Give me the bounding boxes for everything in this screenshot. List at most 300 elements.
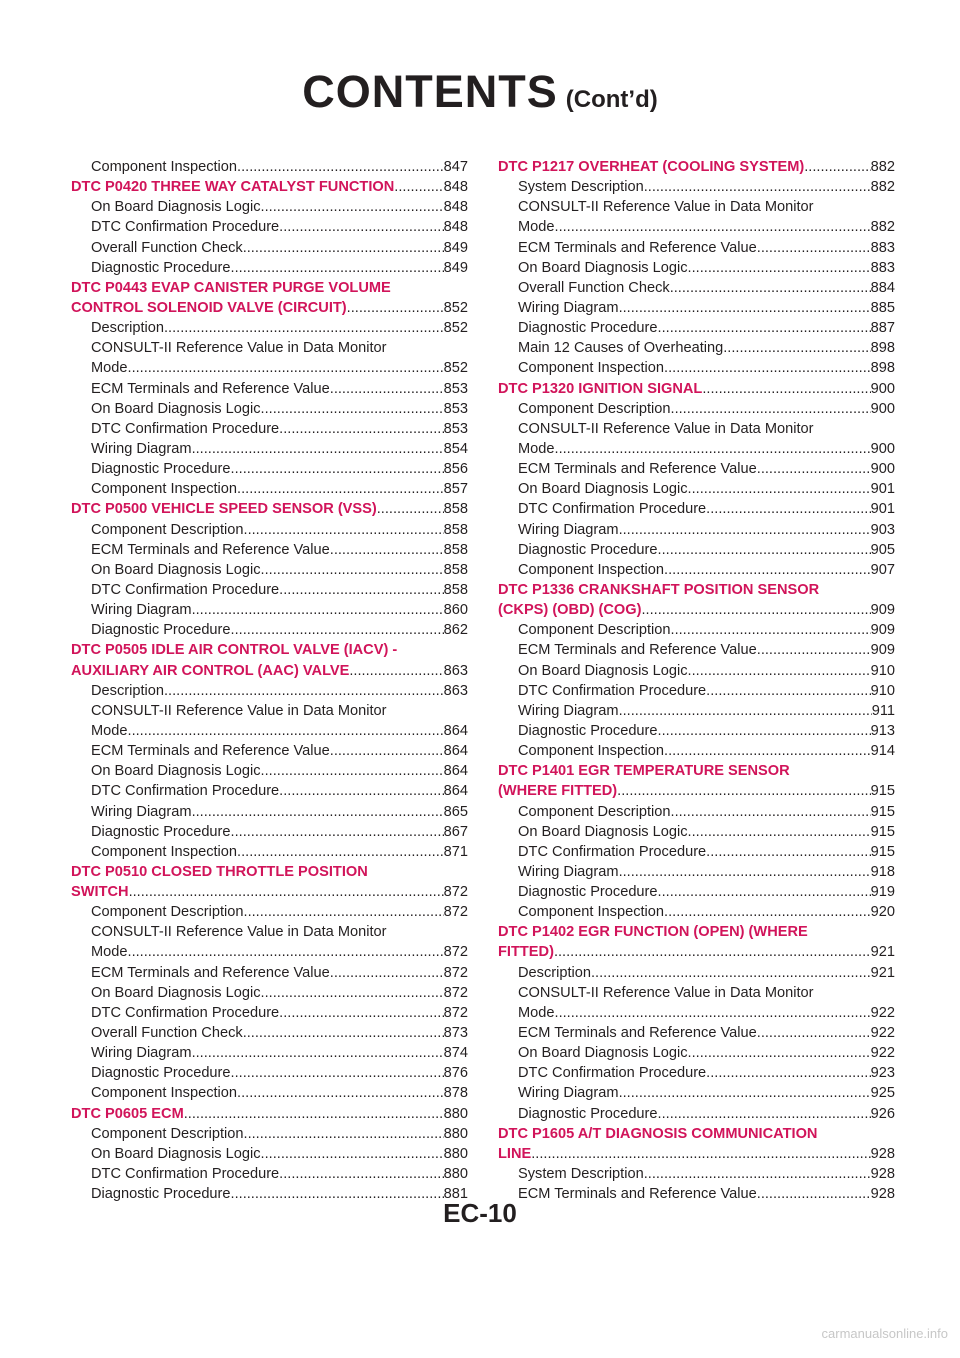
dot-leader [555, 439, 871, 459]
dot-leader [279, 580, 443, 600]
toc-page-number: 925 [870, 1085, 895, 1102]
dot-leader [723, 338, 870, 358]
toc-page-number: 910 [870, 682, 895, 699]
dot-leader [192, 439, 444, 459]
toc-page-number: 900 [870, 400, 895, 417]
toc-entry-wiring-diagram[interactable] [498, 298, 895, 318]
toc-page-number: 876 [443, 1065, 468, 1082]
toc-page-number: 918 [870, 863, 895, 880]
toc-entry-title: Component Description [91, 1125, 244, 1142]
toc-entry-wiring-diagram[interactable] [498, 1083, 895, 1103]
dot-leader [671, 802, 871, 822]
toc-page-number: 882 [870, 159, 895, 175]
toc-entry-title: ECM Terminals and Reference Value [91, 541, 330, 558]
dot-leader [231, 1063, 444, 1083]
toc-page-number: 907 [870, 561, 895, 578]
dot-leader [261, 1144, 444, 1164]
toc-entry-line [91, 802, 468, 822]
toc-entry-description[interactable] [498, 963, 895, 983]
toc-page-number: 920 [870, 904, 895, 921]
toc-entry-line [71, 499, 468, 519]
toc-section-dtc-p0443-evap-canister-purge-volume[interactable] [71, 278, 468, 318]
toc-entry-wiring-diagram[interactable] [498, 862, 895, 882]
toc-entry-line [518, 1104, 895, 1124]
toc-entry-component-inspection[interactable] [71, 157, 468, 177]
toc-entry-on-board-diagnosis-logic[interactable] [71, 761, 468, 781]
toc-entry-line [518, 1063, 895, 1083]
toc-entry-line [518, 620, 895, 640]
toc-entry-wiring-diagram[interactable] [71, 439, 468, 459]
toc-page-number: 848 [443, 199, 468, 216]
toc-page-number: 864 [443, 743, 468, 760]
toc-entry-dtc-confirmation-procedure[interactable] [71, 419, 468, 439]
toc-entry-diagnostic-procedure[interactable] [498, 318, 895, 338]
toc-section-dtc-p0605-ecm[interactable] [71, 1104, 468, 1124]
toc-entry-line [518, 338, 895, 358]
toc-page-number: 915 [870, 843, 895, 860]
toc-page-number: 903 [870, 521, 895, 538]
toc-entry-line [91, 439, 468, 459]
toc-page-number: 928 [870, 1186, 895, 1203]
toc-entry-title: Wiring Diagram [518, 1085, 619, 1102]
toc-entry-on-board-diagnosis-logic[interactable] [498, 661, 895, 681]
toc-entry-line [518, 1043, 895, 1063]
toc-entry-line [91, 822, 468, 842]
dot-leader [706, 1063, 870, 1083]
toc-entry-title: Diagnostic Procedure [91, 461, 231, 478]
toc-entry-wiring-diagram[interactable] [71, 600, 468, 620]
toc-entry-title: DTC Confirmation Procedure [518, 843, 707, 860]
toc-entry-wiring-diagram[interactable] [498, 701, 895, 721]
toc-entry-consult-ii-reference-value-in-data-monitor[interactable] [498, 983, 895, 1023]
toc-entry-title: CONSULT-II Reference Value in Data Monitor [518, 199, 814, 216]
toc-entry-ecm-terminals-and-reference-value[interactable] [498, 238, 895, 258]
toc-entry-line [91, 942, 468, 962]
toc-entry-consult-ii-reference-value-in-data-monitor[interactable] [71, 922, 468, 962]
toc-entry-line [91, 1063, 468, 1083]
toc-entry-diagnostic-procedure[interactable] [498, 882, 895, 902]
toc-entry-line [518, 902, 895, 922]
dot-leader [658, 721, 871, 741]
toc-entry-line [518, 701, 895, 721]
toc-entry-wiring-diagram[interactable] [498, 520, 895, 540]
toc-page-number: 909 [870, 602, 895, 619]
toc-entry-diagnostic-procedure[interactable] [71, 620, 468, 640]
toc-entry-title-continued: SWITCH [71, 884, 129, 901]
toc-entry-dtc-confirmation-procedure[interactable] [498, 681, 895, 701]
dot-leader [664, 358, 871, 378]
toc-entry-title: DTC Confirmation Procedure [91, 1004, 280, 1021]
toc-page-number: 858 [443, 521, 468, 538]
dot-leader [128, 942, 444, 962]
dot-leader [706, 842, 870, 862]
toc-entry-line [91, 963, 468, 983]
toc-page-number: 873 [443, 1025, 468, 1042]
toc-entry-line [518, 499, 895, 519]
dot-leader [619, 862, 871, 882]
dot-leader [261, 761, 444, 781]
toc-entry-line [71, 882, 468, 902]
toc-entry-title: Component Inspection [518, 561, 665, 578]
toc-entry-title: CONSULT-II Reference Value in Data Monitor [91, 702, 387, 719]
toc-entry-wiring-diagram[interactable] [71, 802, 468, 822]
toc-entry-component-inspection[interactable] [71, 842, 468, 862]
dot-leader [688, 822, 871, 842]
toc-entry-line [518, 560, 895, 580]
toc-entry-title: Component Inspection [91, 843, 238, 860]
toc-entry-ecm-terminals-and-reference-value[interactable] [71, 540, 468, 560]
toc-entry-line [498, 1144, 895, 1164]
dot-leader [619, 701, 872, 721]
toc-page-number: 884 [870, 279, 895, 296]
toc-entry-dtc-confirmation-procedure[interactable] [71, 1003, 468, 1023]
toc-entry-title: Diagnostic Procedure [518, 722, 658, 739]
toc-entry-overall-function-check[interactable] [498, 278, 895, 298]
toc-entry-dtc-confirmation-procedure[interactable] [498, 842, 895, 862]
toc-entry-line [518, 459, 895, 479]
toc-page-number: 913 [870, 722, 895, 739]
dot-leader [642, 600, 871, 620]
toc-entry-diagnostic-procedure[interactable] [71, 258, 468, 278]
toc-entry-line [91, 1043, 468, 1063]
toc-page-number: 867 [443, 823, 468, 840]
toc-entry-diagnostic-procedure[interactable] [498, 721, 895, 741]
toc-entry-title: DTC P0500 VEHICLE SPEED SENSOR (VSS) [71, 501, 377, 518]
dot-leader [644, 1164, 871, 1184]
toc-entry-line [518, 540, 895, 560]
toc-entry-consult-ii-reference-value-in-data-monitor[interactable] [498, 197, 895, 237]
toc-entry-title: On Board Diagnosis Logic [91, 561, 261, 578]
toc-section-dtc-p0510-closed-throttle-position[interactable] [71, 862, 468, 902]
toc-entry-component-inspection[interactable] [498, 902, 895, 922]
toc-entry-component-description[interactable] [498, 620, 895, 640]
toc-entry-line [518, 520, 895, 540]
toc-entry-dtc-confirmation-procedure[interactable] [498, 499, 895, 519]
toc-entry-title-continued: LINE [498, 1145, 532, 1162]
toc-entry-ecm-terminals-and-reference-value[interactable] [498, 640, 895, 660]
dot-leader [231, 822, 444, 842]
toc-page-number: 880 [443, 1105, 468, 1122]
toc-page-number: 880 [443, 1145, 468, 1162]
toc-page-number: 900 [870, 440, 895, 457]
dot-leader [804, 157, 870, 177]
toc-entry-on-board-diagnosis-logic[interactable] [498, 479, 895, 499]
toc-entry-title: DTC P1320 IGNITION SIGNAL [498, 380, 703, 397]
dot-leader [184, 1104, 444, 1124]
toc-entry-title: Overall Function Check [518, 279, 670, 296]
toc-entry-system-description[interactable] [498, 1164, 895, 1184]
toc-entry-title: DTC P1605 A/T DIAGNOSIS COMMUNICATION [498, 1125, 818, 1142]
dot-leader [377, 499, 444, 519]
dot-leader [554, 942, 871, 962]
toc-entry-consult-ii-reference-value-in-data-monitor[interactable] [71, 338, 468, 378]
toc-entry-title: DTC Confirmation Procedure [518, 1065, 707, 1082]
toc-entry-consult-ii-reference-value-in-data-monitor[interactable] [71, 701, 468, 741]
toc-entry-title: DTC P1402 EGR FUNCTION (OPEN) (WHERE [498, 924, 808, 941]
toc-entry-title: Overall Function Check [91, 239, 243, 256]
toc-entry-diagnostic-procedure[interactable] [71, 1063, 468, 1083]
toc-entry-title: Wiring Diagram [91, 602, 192, 619]
toc-page-number: 926 [870, 1105, 895, 1122]
toc-entry-line [518, 358, 895, 378]
toc-entry-line [91, 1023, 468, 1043]
dot-leader [231, 620, 444, 640]
toc-entry-line [518, 721, 895, 741]
toc-page-number: 885 [870, 299, 895, 316]
toc-entry-line [498, 781, 895, 801]
toc-entry-title: Component Description [518, 622, 671, 639]
dot-leader [237, 1083, 444, 1103]
toc-entry-title: Overall Function Check [91, 1025, 243, 1042]
toc-section-dtc-p1336-crankshaft-position-sensor[interactable] [498, 580, 895, 620]
dot-leader [664, 741, 871, 761]
dot-leader [670, 278, 871, 298]
toc-entry-wiring-diagram[interactable] [71, 1043, 468, 1063]
toc-entry-line [91, 983, 468, 1003]
toc-page-number: 909 [870, 642, 895, 659]
toc-entry-component-inspection[interactable] [498, 560, 895, 580]
toc-entry-title: DTC P1336 CRANKSHAFT POSITION SENSOR [498, 581, 820, 598]
toc-page-number: 882 [870, 179, 895, 196]
toc-page-number: 901 [870, 481, 895, 498]
toc-entry-component-description[interactable] [71, 902, 468, 922]
toc-entry-title: ECM Terminals and Reference Value [91, 380, 330, 397]
toc-entry-line [91, 1164, 468, 1184]
dot-leader [330, 540, 444, 560]
dot-leader [231, 258, 444, 278]
toc-entry-title: System Description [518, 179, 644, 196]
toc-page-number: 882 [870, 219, 895, 236]
toc-page-number: 853 [443, 380, 468, 397]
dot-leader [231, 459, 444, 479]
toc-left-column [71, 157, 468, 1204]
dot-leader [688, 258, 871, 278]
dot-leader [349, 661, 443, 681]
toc-page-number: 852 [443, 360, 468, 377]
toc-entry-ecm-terminals-and-reference-value[interactable] [71, 963, 468, 983]
toc-entry-on-board-diagnosis-logic[interactable] [498, 1043, 895, 1063]
dot-leader [261, 560, 444, 580]
toc-entry-ecm-terminals-and-reference-value[interactable] [71, 741, 468, 761]
toc-entry-line [518, 862, 895, 882]
dot-leader [664, 902, 871, 922]
toc-entry-title: DTC Confirmation Procedure [91, 783, 280, 800]
toc-page-number: 853 [443, 420, 468, 437]
toc-entry-line [518, 822, 895, 842]
toc-entry-component-inspection[interactable] [71, 1083, 468, 1103]
toc-entry-component-inspection[interactable] [71, 479, 468, 499]
dot-leader [671, 620, 871, 640]
toc-entry-title: Wiring Diagram [518, 702, 619, 719]
toc-entry-component-inspection[interactable] [498, 741, 895, 761]
toc-entry-line [91, 781, 468, 801]
toc-section-dtc-p1401-egr-temperature-sensor[interactable] [498, 761, 895, 801]
toc-entry-line [91, 681, 468, 701]
toc-entry-title: DTC P0505 IDLE AIR CONTROL VALVE (IACV) - [71, 642, 398, 659]
toc-entry-line [518, 479, 895, 499]
toc-entry-line [518, 802, 895, 822]
toc-section-dtc-p1320-ignition-signal[interactable] [498, 379, 895, 399]
toc-page-number: 915 [870, 783, 895, 800]
toc-entry-component-description[interactable] [498, 802, 895, 822]
toc-entry-ecm-terminals-and-reference-value[interactable] [498, 1023, 895, 1043]
toc-entry-diagnostic-procedure[interactable] [71, 822, 468, 842]
dot-leader [619, 298, 871, 318]
toc-entry-title: Diagnostic Procedure [91, 1186, 231, 1203]
toc-entry-title: CONSULT-II Reference Value in Data Monitor [91, 924, 387, 941]
toc-entry-title: Wiring Diagram [518, 863, 619, 880]
toc-entry-line [91, 1083, 468, 1103]
toc-entry-title-continued: Mode [91, 360, 128, 377]
dot-leader [658, 318, 871, 338]
toc-page-number: 853 [443, 400, 468, 417]
toc-page-number: 872 [443, 964, 468, 981]
toc-entry-line [518, 1164, 895, 1184]
toc-section-dtc-p1605-a-t-diagnosis-communication[interactable] [498, 1124, 895, 1164]
toc-entry-component-description[interactable] [71, 520, 468, 540]
toc-page-number: 898 [870, 340, 895, 357]
toc-entry-dtc-confirmation-procedure[interactable] [71, 217, 468, 237]
toc-entry-consult-ii-reference-value-in-data-monitor[interactable] [498, 419, 895, 459]
toc-entry-title: On Board Diagnosis Logic [91, 199, 261, 216]
toc-entry-line [518, 963, 895, 983]
toc-entry-component-inspection[interactable] [498, 358, 895, 378]
toc-entry-diagnostic-procedure[interactable] [498, 1104, 895, 1124]
toc-page-number: 881 [443, 1186, 468, 1203]
toc-entry-title: Component Description [91, 521, 244, 538]
dot-leader [164, 318, 444, 338]
toc-entry-line [91, 600, 468, 620]
toc-page-number: 905 [870, 541, 895, 558]
toc-entry-title: ECM Terminals and Reference Value [518, 239, 757, 256]
toc-page-number: 900 [870, 461, 895, 478]
toc-entry-title: Diagnostic Procedure [518, 1105, 658, 1122]
toc-page-number: 923 [870, 1065, 895, 1082]
toc-entry-on-board-diagnosis-logic[interactable] [71, 399, 468, 419]
toc-entry-line [91, 459, 468, 479]
dot-leader [688, 1043, 871, 1063]
dot-leader [244, 902, 444, 922]
toc-entry-dtc-confirmation-procedure[interactable] [498, 1063, 895, 1083]
toc-entry-title: Description [91, 682, 164, 699]
toc-page-number: 849 [443, 259, 468, 276]
toc-entry-title: On Board Diagnosis Logic [91, 1145, 261, 1162]
toc-page-number: 857 [443, 481, 468, 498]
toc-entry-line [518, 278, 895, 298]
toc-entry-line [91, 258, 468, 278]
toc-entry-system-description[interactable] [498, 177, 895, 197]
toc-page-number: 880 [443, 1125, 468, 1142]
toc-entry-on-board-diagnosis-logic[interactable] [498, 258, 895, 278]
toc-entry-title: On Board Diagnosis Logic [518, 259, 688, 276]
toc-entry-ecm-terminals-and-reference-value[interactable] [71, 379, 468, 399]
dot-leader [757, 238, 871, 258]
toc-entry-component-description[interactable] [71, 1124, 468, 1144]
toc-entry-line [518, 741, 895, 761]
toc-page-number: 878 [443, 1085, 468, 1102]
toc-page-number: 872 [443, 944, 468, 961]
dot-leader [619, 1083, 871, 1103]
dot-leader [644, 177, 871, 197]
dot-leader [555, 217, 871, 237]
dot-leader [555, 1003, 871, 1023]
toc-page-number: 901 [870, 501, 895, 518]
dot-leader [243, 238, 444, 258]
toc-entry-main-12-causes-of-overheating[interactable] [498, 338, 895, 358]
page-number-label: EC-10 [443, 1198, 517, 1228]
title-continued: (Cont’d) [565, 86, 658, 113]
toc-entry-description[interactable] [71, 318, 468, 338]
dot-leader [237, 842, 444, 862]
toc-section-dtc-p0500-vehicle-speed-sensor-vss[interactable] [71, 499, 468, 519]
toc-entry-line [518, 238, 895, 258]
toc-page-number: 865 [443, 803, 468, 820]
toc-page-number: 862 [443, 622, 468, 639]
toc-entry-on-board-diagnosis-logic[interactable] [498, 822, 895, 842]
toc-entry-on-board-diagnosis-logic[interactable] [71, 197, 468, 217]
toc-entry-diagnostic-procedure[interactable] [498, 540, 895, 560]
toc-section-dtc-p0505-idle-air-control-valve-iacv[interactable] [71, 640, 468, 680]
dot-leader [617, 781, 870, 801]
dot-leader [128, 721, 444, 741]
toc-entry-line [91, 358, 468, 378]
toc-entry-on-board-diagnosis-logic[interactable] [71, 983, 468, 1003]
toc-entry-dtc-confirmation-procedure[interactable] [71, 1164, 468, 1184]
toc-entry-title-continued: CONTROL SOLENOID VALVE (CIRCUIT) [71, 299, 347, 316]
toc-page-number: 852 [443, 299, 468, 316]
toc-entry-title-continued: Mode [91, 944, 128, 961]
toc-section-dtc-p1402-egr-function-open-where[interactable] [498, 922, 895, 962]
toc-section-dtc-p1217-overheat-cooling-system[interactable] [498, 157, 895, 177]
dot-leader [757, 459, 871, 479]
toc-page-number: 872 [443, 884, 468, 901]
toc-entry-title: Component Inspection [518, 360, 665, 377]
toc-entry-line [91, 520, 468, 540]
toc-page-number: 914 [870, 743, 895, 760]
toc-entry-title: Diagnostic Procedure [518, 884, 658, 901]
dot-leader [279, 217, 443, 237]
toc-entry-dtc-confirmation-procedure[interactable] [71, 781, 468, 801]
toc-entry-title: DTC Confirmation Procedure [91, 581, 280, 598]
toc-entry-title: DTC P0510 CLOSED THROTTLE POSITION [71, 863, 368, 880]
toc-entry-component-description[interactable] [498, 399, 895, 419]
dot-leader [658, 882, 871, 902]
toc-entry-dtc-confirmation-procedure[interactable] [71, 580, 468, 600]
dot-leader [330, 379, 444, 399]
toc-page-number: 883 [870, 259, 895, 276]
toc-entry-title: DTC Confirmation Procedure [518, 682, 707, 699]
toc-page-number: 915 [870, 823, 895, 840]
toc-entry-title: Wiring Diagram [518, 521, 619, 538]
toc-entry-title: Diagnostic Procedure [518, 320, 658, 337]
toc-entry-title-continued: Mode [91, 722, 128, 739]
toc-entry-overall-function-check[interactable] [71, 238, 468, 258]
toc-entry-ecm-terminals-and-reference-value[interactable] [498, 459, 895, 479]
toc-entry-on-board-diagnosis-logic[interactable] [71, 1144, 468, 1164]
toc-entry-line [498, 379, 895, 399]
toc-section-dtc-p0420-three-way-catalyst-function[interactable] [71, 177, 468, 197]
toc-entry-description[interactable] [71, 681, 468, 701]
toc-entry-overall-function-check[interactable] [71, 1023, 468, 1043]
toc-entry-diagnostic-procedure[interactable] [71, 459, 468, 479]
toc-entry-line [71, 298, 468, 318]
toc-entry-line [71, 177, 468, 197]
toc-entry-line [91, 197, 468, 217]
toc-entry-on-board-diagnosis-logic[interactable] [71, 560, 468, 580]
dot-leader [330, 963, 444, 983]
toc-entry-line [91, 1144, 468, 1164]
toc-page-number: 909 [870, 622, 895, 639]
